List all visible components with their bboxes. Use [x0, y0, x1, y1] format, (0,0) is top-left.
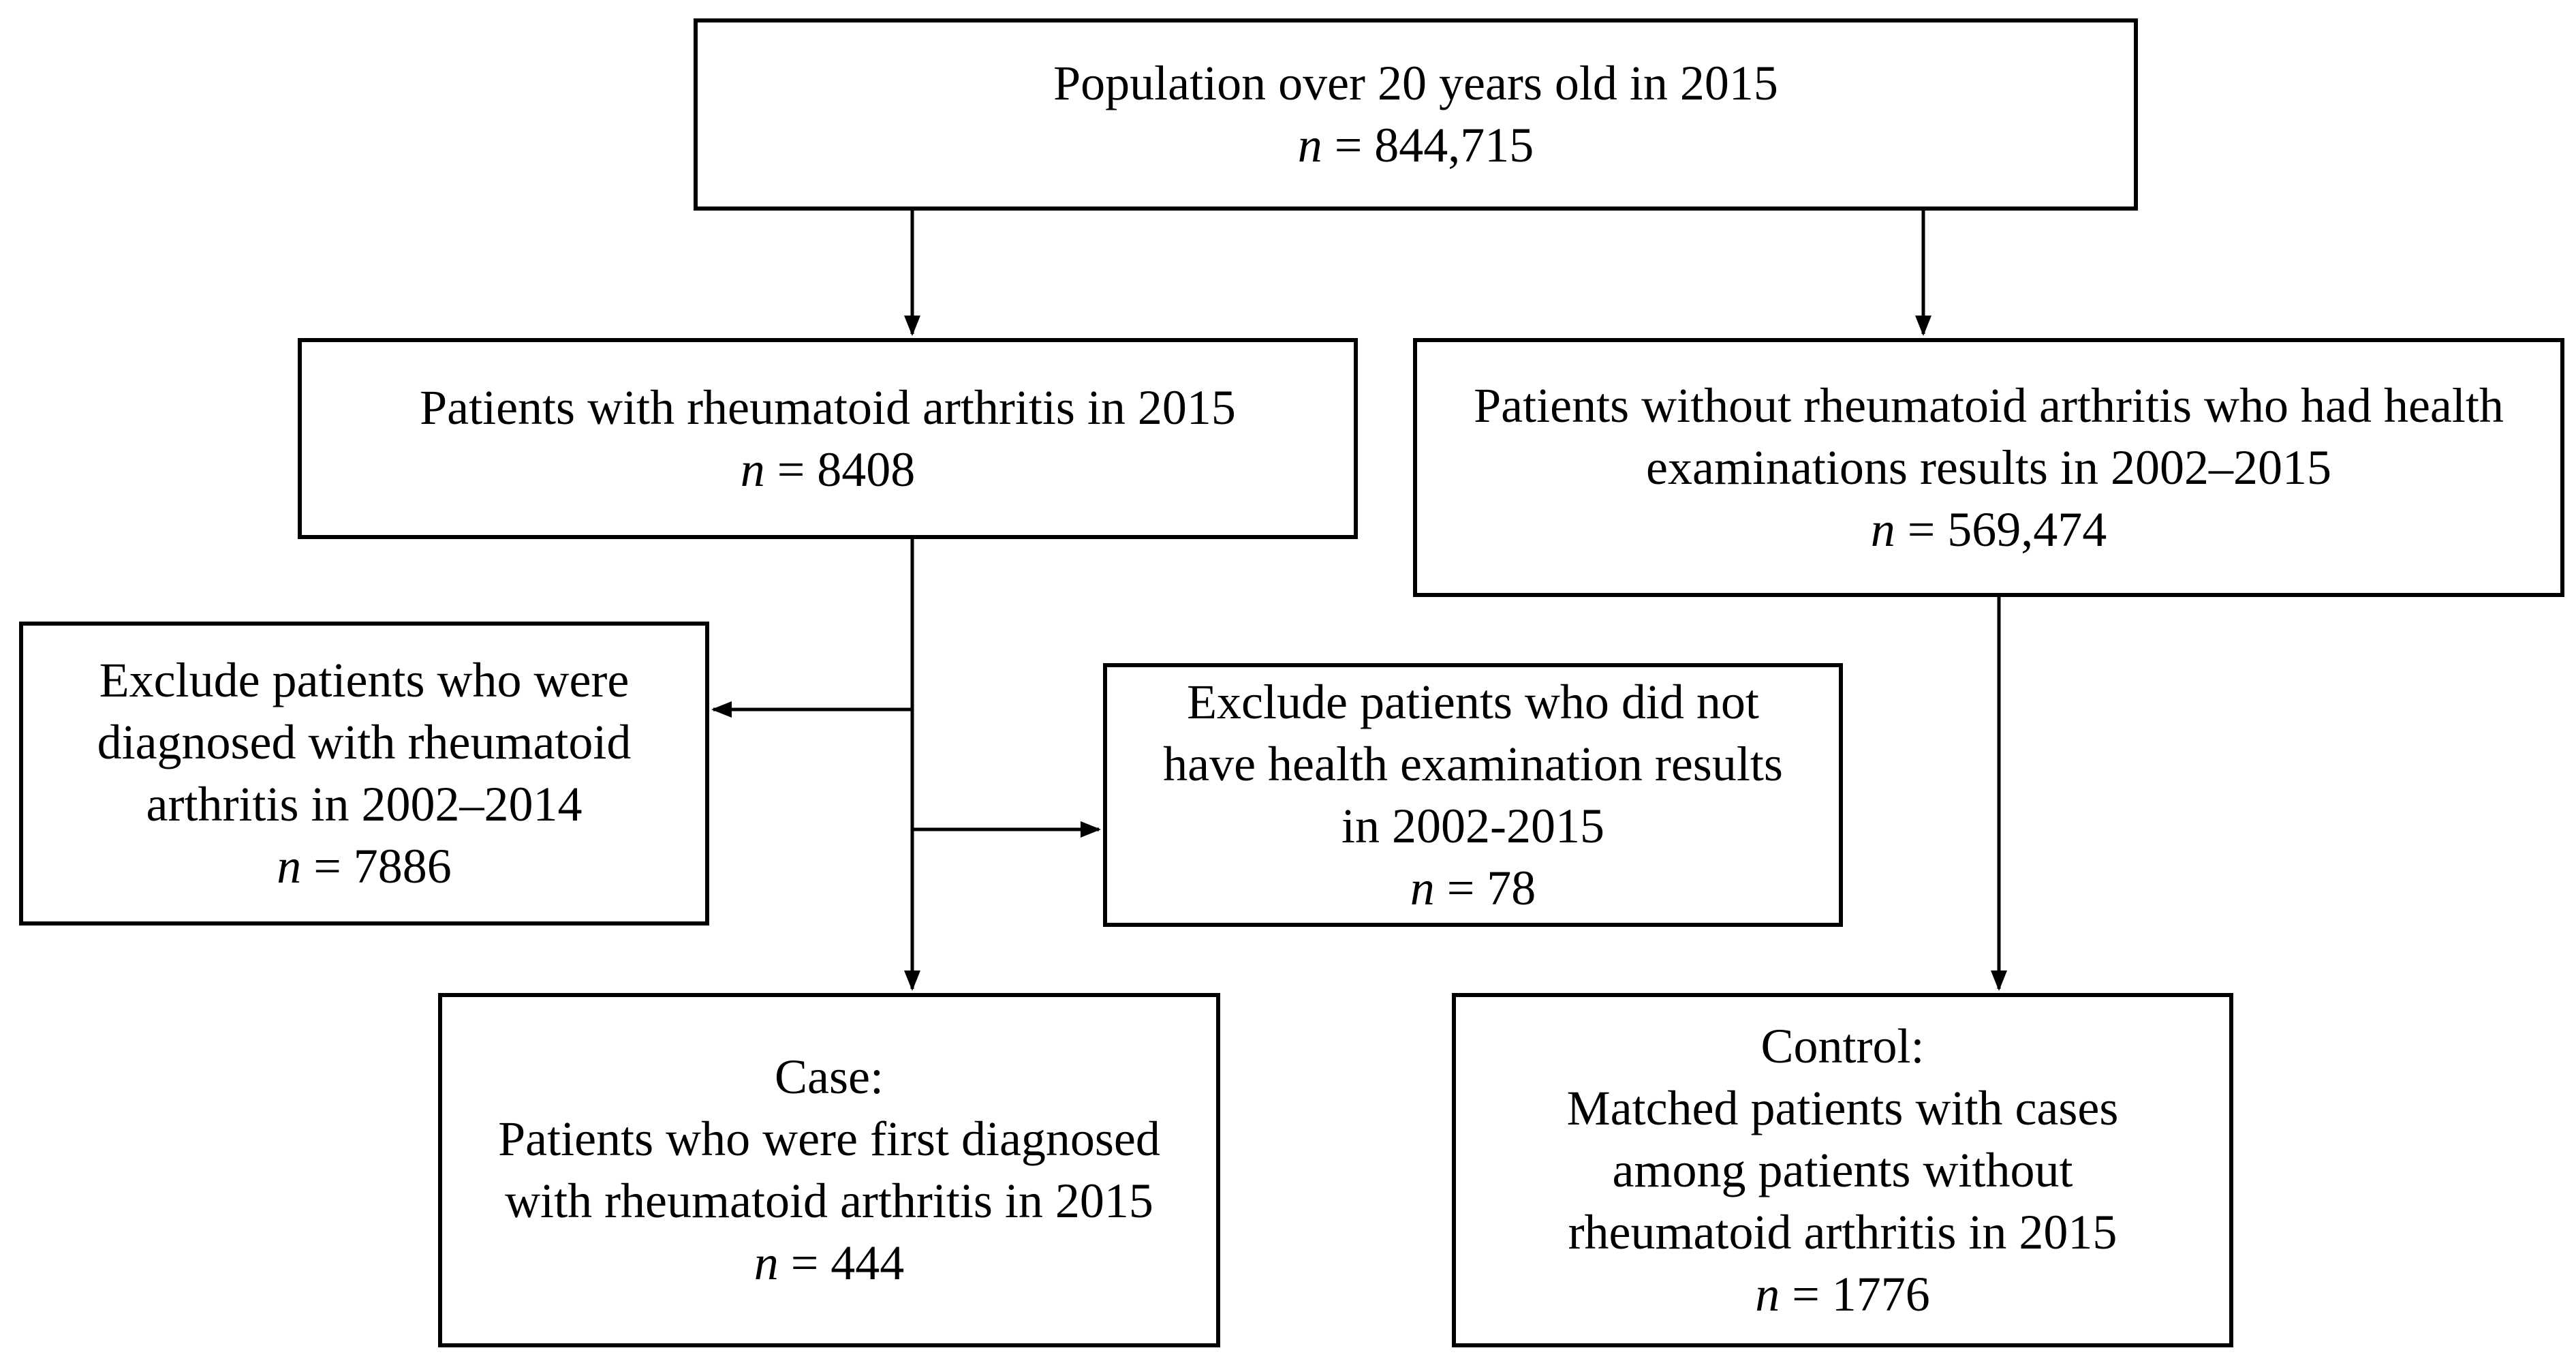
control-text-line-2: Matched patients with cases — [1566, 1080, 2119, 1135]
exclude-diagnosed-box — [19, 622, 709, 926]
n-symbol: n — [1870, 502, 1895, 557]
population-box — [694, 18, 2138, 211]
ra-2015-box — [298, 338, 1358, 539]
population-count-value: = 844,715 — [1334, 118, 1534, 172]
exclude-diagnosed-text-line-1: Exclude patients who were — [99, 653, 630, 707]
n-symbol: n — [277, 839, 302, 893]
exclude-no-exam-text-line-2: have health examination results — [1163, 736, 1783, 791]
population-text-line-1: Population over 20 years old in 2015 — [1053, 56, 1778, 110]
control-count — [1755, 1264, 1930, 1326]
no-ra-count-value: = 569,474 — [1907, 502, 2107, 557]
exclude-no-exam-box — [1103, 663, 1843, 927]
ra-2015-count-value: = 8408 — [777, 442, 916, 497]
n-symbol: n — [1410, 860, 1435, 915]
control-heading: Control: — [1760, 1018, 1925, 1073]
exclude-no-exam-text-line-1: Exclude patients who did not — [1187, 674, 1759, 729]
control-text-line-4: rheumatoid arthritis in 2015 — [1568, 1204, 2117, 1259]
no-ra-text-line-2: examinations results in 2002–2015 — [1646, 440, 2331, 495]
case-count — [754, 1232, 905, 1294]
case-box — [438, 993, 1220, 1347]
exclude-no-exam-text-line-3: in 2002-2015 — [1341, 798, 1604, 853]
n-symbol: n — [1297, 118, 1322, 172]
population-count — [1298, 114, 1534, 177]
no-ra-box — [1413, 338, 2564, 597]
no-ra-text-line-1: Patients without rheumatoid arthritis who had health — [1474, 378, 2504, 433]
ra-2015-text-line-1: Patients with rheumatoid arthritis in 2015 — [420, 380, 1236, 435]
control-count-value: = 1776 — [1792, 1266, 1930, 1321]
exclude-no-exam-count — [1410, 857, 1536, 919]
no-ra-count — [1871, 499, 2107, 561]
case-text-line-3: with rheumatoid arthritis in 2015 — [505, 1174, 1153, 1228]
ra-2015-count — [741, 439, 916, 501]
n-symbol: n — [754, 1236, 779, 1290]
control-text-line-3: among patients without — [1612, 1142, 2073, 1197]
exclude-diagnosed-text-line-3: arthritis in 2002–2014 — [146, 777, 583, 831]
exclude-diagnosed-count — [277, 836, 452, 898]
exclude-diagnosed-count-value: = 7886 — [313, 839, 452, 893]
n-symbol: n — [1755, 1266, 1780, 1321]
control-box — [1452, 993, 2233, 1347]
case-count-value: = 444 — [790, 1236, 905, 1290]
case-text-line-2: Patients who were first diagnosed — [498, 1112, 1160, 1166]
exclude-diagnosed-text-line-2: diagnosed with rheumatoid — [97, 715, 632, 769]
n-symbol: n — [740, 442, 765, 497]
case-heading: Case: — [775, 1050, 884, 1104]
exclude-no-exam-count-value: = 78 — [1446, 860, 1536, 915]
